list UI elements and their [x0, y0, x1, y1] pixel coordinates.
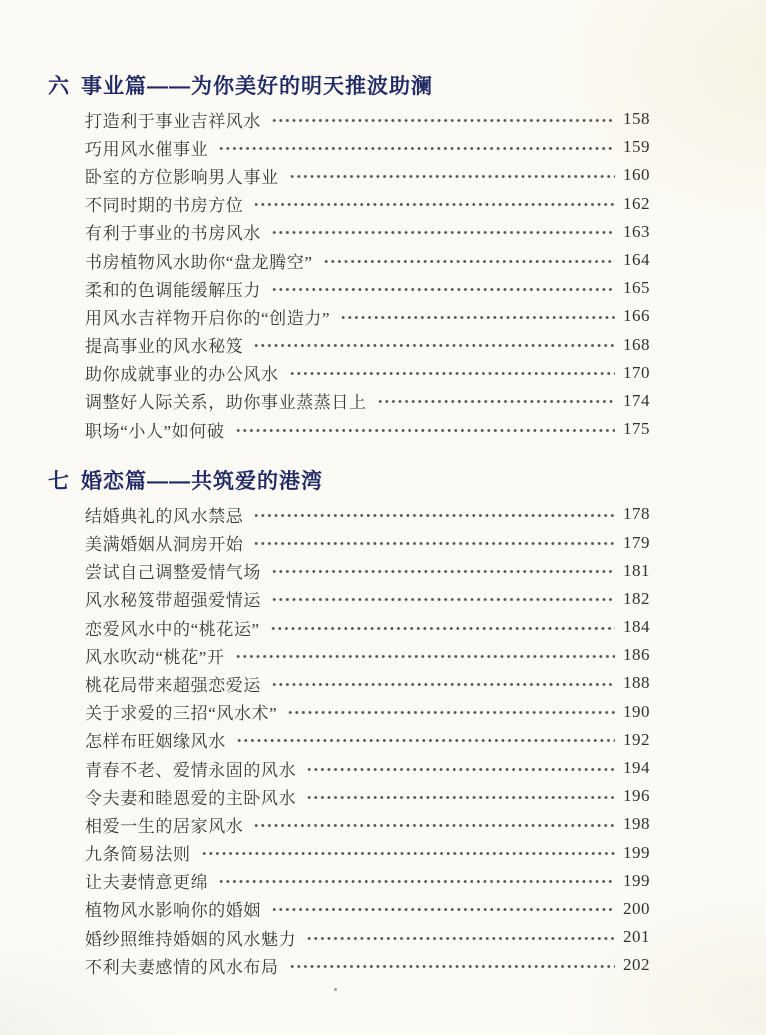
- dot-leader: [254, 202, 615, 207]
- toc-entry: [48, 359, 650, 387]
- toc-entry: [48, 585, 650, 613]
- entry-title: 桃花局带来超强恋爱运: [85, 675, 261, 695]
- entry-page-number: 200: [623, 898, 650, 918]
- dot-leader: [254, 541, 615, 546]
- entry-page-number: 175: [623, 419, 650, 439]
- section-heading: [48, 471, 650, 493]
- dot-leader: [272, 569, 615, 574]
- dot-leader: [219, 879, 615, 884]
- toc-entry: [48, 218, 650, 246]
- dot-leader: [219, 146, 615, 151]
- entry-page-number: 165: [623, 278, 650, 298]
- dot-leader: [271, 626, 615, 631]
- entry-title: 书房植物风水助你“盘龙腾空”: [85, 252, 313, 272]
- entry-list: [48, 105, 650, 443]
- entry-title: 九条简易法则: [85, 845, 191, 865]
- toc-entry: [48, 528, 650, 556]
- entry-title: 令夫妻和睦恩爱的主卧风水: [85, 788, 297, 808]
- entry-page-number: 190: [623, 701, 650, 721]
- toc-entry: [48, 698, 650, 726]
- entry-title: 有利于事业的书房风水: [85, 224, 261, 244]
- dot-leader: [254, 823, 615, 828]
- entry-title: 用风水吉祥物开启你的“创造力”: [85, 308, 331, 328]
- entry-title: 提高事业的风水秘笈: [85, 337, 244, 357]
- dot-leader: [272, 230, 615, 235]
- entry-page-number: 182: [623, 588, 650, 608]
- scan-speck: [334, 988, 337, 991]
- toc-entry: [48, 302, 650, 330]
- entry-page-number: 164: [623, 250, 650, 270]
- entry-title: 青春不老、爱情永固的风水: [85, 760, 297, 780]
- entry-title: 卧室的方位影响男人事业: [85, 167, 279, 187]
- entry-page-number: 162: [623, 193, 650, 213]
- toc-content: [48, 76, 650, 1007]
- dot-leader: [290, 371, 615, 376]
- entry-page-number: 170: [623, 362, 650, 382]
- entry-page-number: 159: [623, 137, 650, 157]
- dot-leader: [341, 315, 615, 320]
- entry-title: 美满婚姻从洞房开始: [85, 535, 244, 555]
- entry-list: [48, 500, 650, 979]
- toc-entry: [48, 613, 650, 641]
- toc-entry: [48, 161, 650, 189]
- dot-leader: [378, 399, 615, 404]
- entry-page-number: 186: [623, 645, 650, 665]
- entry-title: 风水吹动“桃花”开: [85, 647, 225, 667]
- section-number: 六: [48, 75, 70, 98]
- toc-entry: [48, 246, 650, 274]
- entry-page-number: 188: [623, 673, 650, 693]
- entry-page-number: 184: [623, 617, 650, 637]
- entry-page-number: 178: [623, 504, 650, 524]
- entry-title: 恋爱风水中的“桃花运”: [85, 619, 260, 639]
- toc-entry: [48, 923, 650, 951]
- section-heading: [48, 76, 650, 98]
- dot-leader: [288, 710, 615, 715]
- dot-leader: [290, 174, 615, 179]
- toc-entry: [48, 557, 650, 585]
- toc-entry: [48, 669, 650, 697]
- entry-title: 不利夫妻感情的风水布局: [85, 957, 279, 977]
- dot-leader: [272, 287, 615, 292]
- entry-page-number: 166: [623, 306, 650, 326]
- toc-entry: [48, 331, 650, 359]
- entry-title: 职场“小人”如何破: [85, 421, 225, 441]
- entry-page-number: 174: [623, 390, 650, 410]
- dot-leader: [237, 738, 615, 743]
- entry-page-number: 198: [623, 814, 650, 834]
- entry-title: 助你成就事业的办公风水: [85, 365, 279, 385]
- toc-entry: [48, 754, 650, 782]
- toc-entry: [48, 867, 650, 895]
- entry-title: 婚纱照维持婚姻的风水魅力: [85, 929, 297, 949]
- dot-leader: [202, 851, 615, 856]
- toc-entry: [48, 190, 650, 218]
- entry-title: 植物风水影响你的婚姻: [85, 901, 261, 921]
- dot-leader: [254, 343, 615, 348]
- entry-page-number: 194: [623, 758, 650, 778]
- toc-entry: [48, 387, 650, 415]
- toc-entry: [48, 839, 650, 867]
- section-title: 婚恋篇——共筑爱的港湾: [81, 470, 323, 494]
- entry-page-number: 192: [623, 729, 650, 749]
- section-title: 事业篇——为你美好的明天推波助澜: [81, 75, 433, 98]
- entry-title: 打造利于事业吉祥风水: [85, 111, 261, 131]
- entry-title: 巧用风水催事业: [85, 139, 209, 159]
- toc-entry: [48, 105, 650, 133]
- entry-title: 让夫妻情意更绵: [85, 873, 209, 893]
- section-number: 七: [48, 470, 70, 494]
- toc-entry: [48, 415, 650, 443]
- entry-title: 柔和的色调能缓解压力: [85, 280, 261, 300]
- entry-title: 结婚典礼的风水禁忌: [85, 506, 244, 526]
- dot-leader: [272, 907, 615, 912]
- dot-leader: [236, 428, 616, 433]
- toc-entry: [48, 810, 650, 838]
- entry-title: 相爱一生的居家风水: [85, 816, 244, 836]
- entry-page-number: 196: [623, 786, 650, 806]
- dot-leader: [236, 654, 616, 659]
- toc-entry: [48, 500, 650, 528]
- entry-page-number: 160: [623, 165, 650, 185]
- entry-title: 怎样布旺姻缘风水: [85, 732, 226, 752]
- entry-title: 尝试自己调整爱情气场: [85, 563, 261, 583]
- toc-entry: [48, 641, 650, 669]
- toc-section-marriage: [48, 471, 650, 979]
- entry-page-number: 168: [623, 334, 650, 354]
- entry-page-number: 163: [623, 221, 650, 241]
- entry-page-number: 179: [623, 532, 650, 552]
- entry-title: 调整好人际关系，助你事业蒸蒸日上: [85, 393, 367, 413]
- dot-leader: [324, 259, 616, 264]
- toc-entry: [48, 133, 650, 161]
- dot-leader: [307, 767, 615, 772]
- toc-section-career: [48, 76, 650, 443]
- dot-leader: [272, 597, 615, 602]
- dot-leader: [290, 964, 615, 969]
- toc-entry: [48, 951, 650, 979]
- dot-leader: [254, 513, 615, 518]
- entry-page-number: 158: [623, 109, 650, 129]
- entry-page-number: 181: [623, 560, 650, 580]
- toc-entry: [48, 726, 650, 754]
- entry-title: 不同时期的书房方位: [85, 196, 244, 216]
- entry-page-number: 199: [623, 870, 650, 890]
- entry-page-number: 201: [623, 927, 650, 947]
- entry-title: 风水秘笈带超强爱情运: [85, 591, 261, 611]
- dot-leader: [307, 795, 615, 800]
- toc-entry: [48, 895, 650, 923]
- toc-entry: [48, 274, 650, 302]
- entry-page-number: 202: [623, 955, 650, 975]
- toc-entry: [48, 782, 650, 810]
- dot-leader: [272, 682, 615, 687]
- entry-page-number: 199: [623, 842, 650, 862]
- entry-title: 关于求爱的三招“风水术”: [85, 704, 278, 724]
- dot-leader: [307, 936, 615, 941]
- dot-leader: [272, 118, 615, 123]
